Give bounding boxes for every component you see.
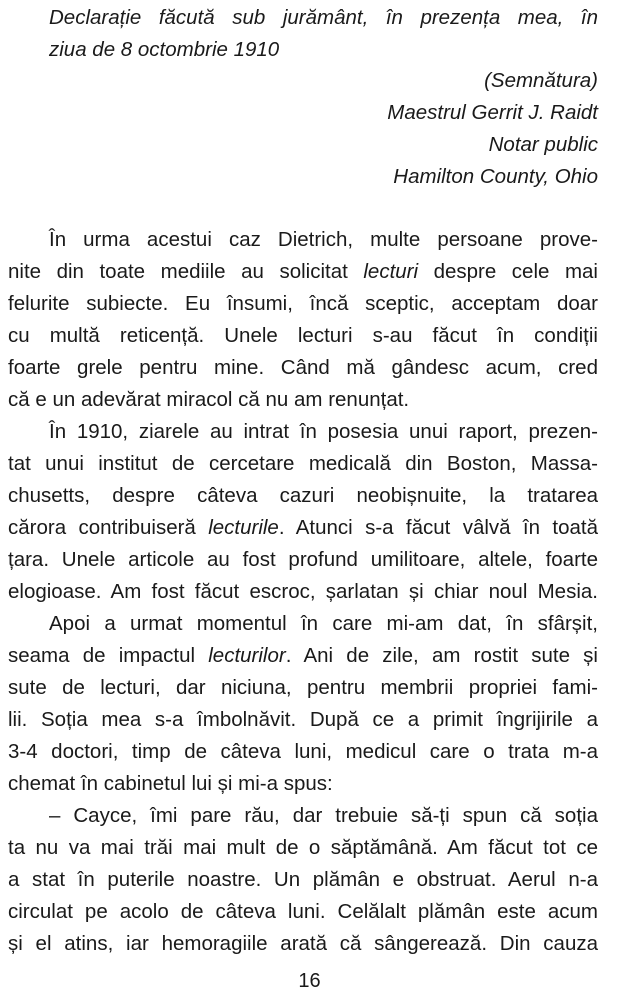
italic-text: Declarație făcută sub jurământ, în prezența mea, în: [49, 6, 598, 29]
text-line: [8, 576, 598, 608]
text-segment: lii. Soția mea s-a îmbolnăvit. După ce a primit îngrijirile a: [8, 708, 598, 731]
italic-text: lecturilor: [208, 644, 286, 667]
text-line: [8, 928, 598, 960]
text-segment: că e un adevărat miracol că nu am renunțat.: [8, 388, 410, 411]
text-line: [8, 448, 598, 480]
text-segment: nite din toate mediile au solicitat: [8, 260, 364, 283]
text-line: [8, 768, 598, 800]
italic-text: lecturile: [208, 516, 279, 539]
declaration-line: [8, 2, 598, 34]
text-line: [8, 640, 598, 672]
text-line: [8, 864, 598, 896]
text-segment: chusetts, despre câteva cazuri neobișnuite, la tratarea: [8, 484, 598, 507]
body-text: [8, 224, 598, 960]
text-line: [8, 896, 598, 928]
text-segment: a stat în puterile noastre. Un plămân e obstruat. Aerul n-a: [8, 868, 598, 891]
text-line: [8, 416, 598, 448]
text-line: [8, 704, 598, 736]
text-line: [8, 288, 598, 320]
text-segment: . Atunci s-a făcut vâlvă în toată: [278, 516, 598, 539]
signature-line: Notar public: [488, 133, 598, 156]
text-line: [8, 608, 598, 640]
paragraph: [8, 416, 598, 608]
text-segment: ta nu va mai trăi mai mult de o săptămână. Am făcut tot ce: [8, 836, 598, 859]
italic-text: ziua de 8 octombrie 1910: [49, 38, 280, 61]
signature-line: (Semnătura): [484, 69, 598, 92]
notary-signature-block: [8, 65, 598, 193]
text-line: [8, 832, 598, 864]
text-line: [8, 256, 598, 288]
text-segment: seama de impactul: [8, 644, 209, 667]
text-line: [8, 736, 598, 768]
text-segment: felurite subiecte. Eu însumi, încă sceptic, acceptam doar: [8, 292, 598, 315]
text-line: [8, 672, 598, 704]
signature-line: Maestrul Gerrit J. Raidt: [387, 101, 598, 124]
text-segment: cărora contribuiseră: [8, 516, 209, 539]
paragraph: [8, 608, 598, 800]
text-line: [8, 512, 598, 544]
text-segment: . Ani de zile, am rostit sute și: [285, 644, 598, 667]
sworn-declaration: [8, 2, 598, 66]
text-segment: Apoi a urmat momentul în care mi-am dat, în sfârșit,: [49, 612, 598, 635]
text-line: [8, 224, 598, 256]
text-segment: chemat în cabinetul lui și mi-a spus:: [8, 772, 333, 795]
text-segment: cu multă reticență. Unele lecturi s-au făcut în condiții: [8, 324, 598, 347]
text-segment: elogioase. Am fost făcut escroc, șarlatan și chiar noul Mesia.: [8, 580, 598, 603]
paragraph: [8, 800, 598, 960]
text-line: [8, 384, 598, 416]
text-line: [8, 544, 598, 576]
text-segment: țara. Unele articole au fost profund umilitoare, altele, foarte: [8, 548, 598, 571]
text-segment: 3-4 doctori, timp de câteva luni, medicul care o trata m-a: [8, 740, 598, 763]
text-segment: circulat pe acolo de câteva luni. Celălalt plămân este acum: [8, 900, 598, 923]
text-segment: despre cele mai: [418, 260, 598, 283]
text-segment: În urma acestui caz Dietrich, multe persoane prove-: [49, 228, 598, 251]
page-number: 16: [298, 970, 321, 992]
paragraph: [8, 224, 598, 416]
text-line: [8, 320, 598, 352]
text-line: [8, 352, 598, 384]
declaration-line: [8, 34, 598, 66]
text-segment: sute de lecturi, dar niciuna, pentru membrii propriei fami-: [8, 676, 598, 699]
text-segment: și el atins, iar hemoragiile arată că sângerează. Din cauza: [8, 932, 598, 955]
italic-text: lecturi: [363, 260, 419, 283]
text-segment: tat unui institut de cercetare medicală din Boston, Massa-: [8, 452, 598, 475]
text-segment: În 1910, ziarele au intrat în posesia unui raport, prezen-: [49, 420, 598, 443]
signature-line: Hamilton County, Ohio: [393, 165, 598, 188]
text-segment: – Cayce, îmi pare rău, dar trebuie să-ți spun că soția: [49, 804, 598, 827]
text-line: [8, 480, 598, 512]
text-segment: foarte grele pentru mine. Când mă gândesc acum, cred: [8, 356, 598, 379]
text-line: [8, 800, 598, 832]
